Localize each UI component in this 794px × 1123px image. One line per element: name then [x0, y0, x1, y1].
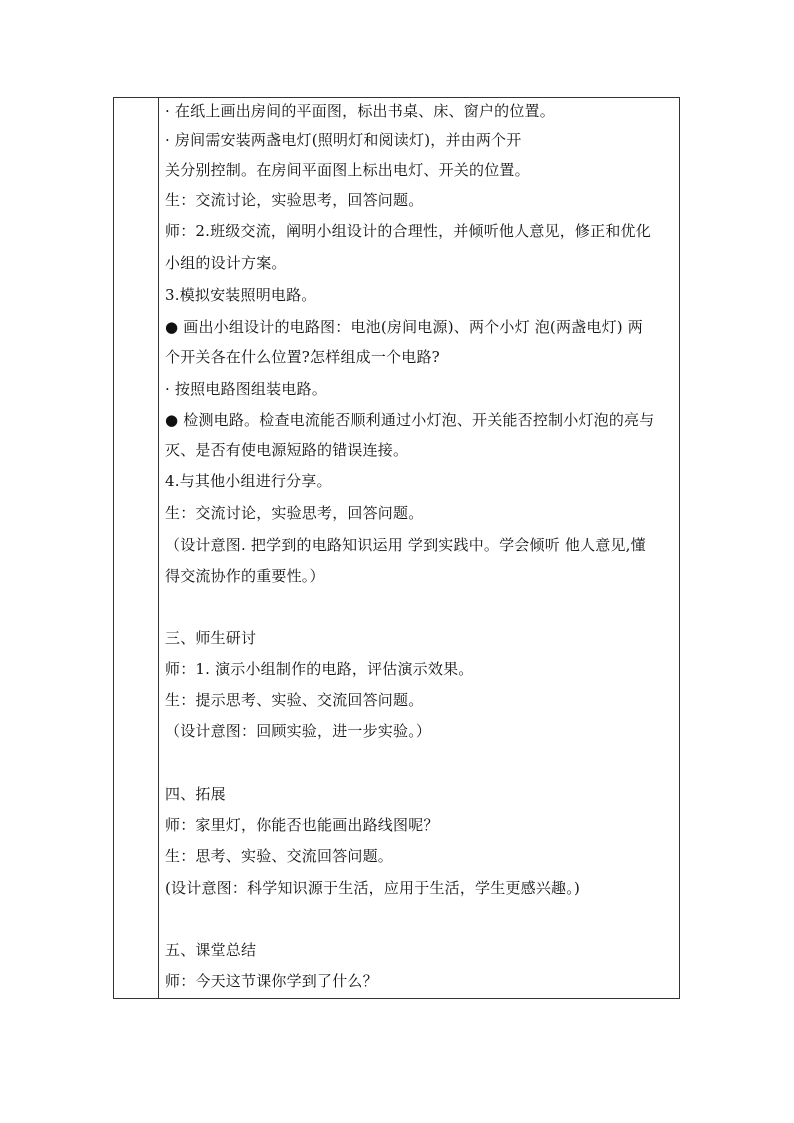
- text-line: 师：家里灯，你能否也能画出路线图呢？: [165, 816, 439, 834]
- text-line: (设计意图：科学知识源于生活，应用于生活，学生更感兴趣。): [165, 879, 581, 897]
- text-line: 师：2.班级交流，阐明小组设计的合理性，并倾听他人意见，修正和优化: [165, 222, 651, 240]
- text-line: （设计意图. 把学到的电路知识运用 学到实践中。学会倾听 他人意见,懂: [165, 536, 646, 554]
- text-line: 生：思考、实验、交流回答问题。: [165, 847, 394, 865]
- text-line: 4.与其他小组进行分享。: [165, 472, 332, 490]
- table-left-column: [114, 98, 159, 998]
- text-line: · 在纸上画出房间的平面图，标出书桌、床、窗户的位置。: [165, 102, 555, 120]
- text-line: 灭、是否有使电源短路的错误连接。: [165, 441, 409, 459]
- text-line: ● 检测电路。检查电流能否顺利通过小灯泡、开关能否控制小灯泡的亮与: [165, 411, 655, 429]
- section-heading: 五、课堂总结: [165, 941, 257, 959]
- text-line: 3.模拟安装照明电路。: [165, 286, 317, 304]
- text-line: ● 画出小组设计的电路图：电池(房间电源)、两个小灯 泡(两盏电灯) 两: [165, 318, 644, 336]
- text-line: （设计意图：回顾实验，进一步实验。）: [165, 722, 432, 740]
- text-line: 生：交流讨论，实验思考，回答问题。: [165, 191, 424, 209]
- text-line: 生：交流讨论，实验思考，回答问题。: [165, 504, 424, 522]
- text-line: 关分别控制。在房间平面图上标出电灯、开关的位置。: [165, 161, 530, 179]
- text-line: · 房间需安装两盏电灯(照明灯和阅读灯)，并由两个开: [165, 131, 522, 149]
- section-heading: 三、师生研讨: [165, 629, 257, 647]
- text-line: 师：今天这节课你学到了什么？: [165, 972, 378, 990]
- text-line: 个开关各在什么位置?怎样组成一个电路?: [165, 348, 440, 366]
- text-line: · 按照电路图组装电路。: [165, 380, 327, 398]
- text-line: 生：提示思考、实验、交流回答问题。: [165, 691, 424, 709]
- section-heading: 四、拓展: [165, 785, 226, 803]
- text-line: 小组的设计方案。: [165, 254, 287, 272]
- table-content-cell: [159, 98, 679, 998]
- text-line: 师：1. 演示小组制作的电路，评估演示效果。: [165, 660, 474, 678]
- text-line: 得交流协作的重要性。）: [165, 567, 325, 585]
- lesson-table: [113, 97, 680, 999]
